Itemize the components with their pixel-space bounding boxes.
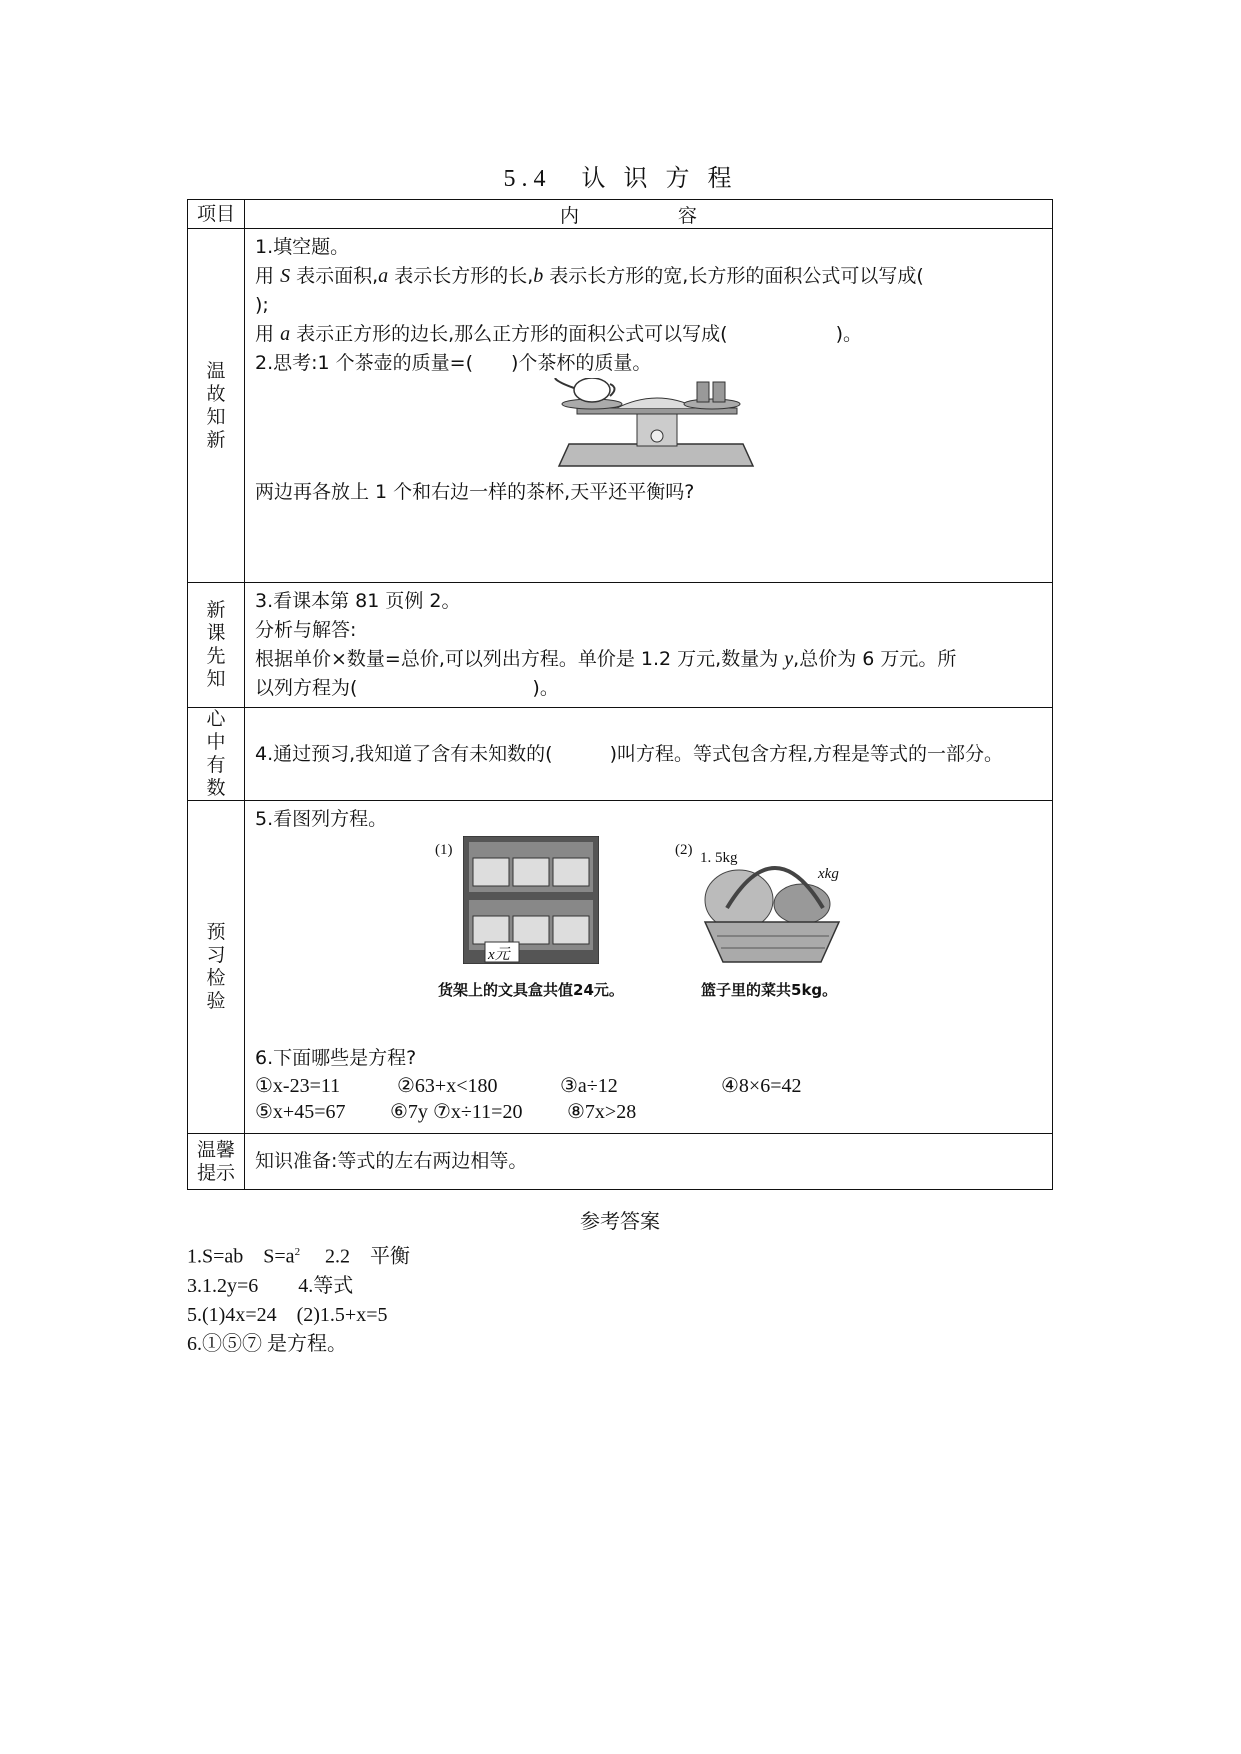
section-check-content — [245, 801, 1053, 1134]
answer-line-3: 5.(1)4x=24 (2)1.5+x=5 — [187, 1303, 388, 1326]
section-review-content — [245, 229, 1053, 583]
section-review-row — [188, 229, 1053, 583]
balance-scale-figure — [255, 378, 1042, 478]
fig1-number: (1) — [435, 842, 453, 858]
answer-line-1: 1.S=ab $S=a^2$ 2.2 平衡 — [187, 1245, 411, 1268]
shelf-image — [463, 836, 599, 964]
answer-line-2: 3.1.2y=6 4.等式 — [187, 1274, 354, 1297]
section-label-preview: 新课先知 — [188, 583, 245, 708]
balance-scale-image — [547, 378, 767, 478]
section-tip-row — [188, 1134, 1053, 1190]
q6-equations — [255, 1073, 1042, 1129]
answer-title: 参考答案 — [580, 1209, 660, 1233]
section-tip-content — [245, 1134, 1053, 1190]
header-content: 内 容 — [245, 200, 1053, 229]
section-mindful-row — [188, 708, 1053, 801]
q3-text: 根据单价×数量=总价,可以列出方程。单价是 1.2 万元,数量为 y,总价为 6 万元。所 — [255, 648, 957, 670]
q3-text-2: 以列方程为( )。 — [255, 677, 559, 699]
eq-1: ①x-23=11 — [255, 1075, 341, 1097]
table-header-row — [188, 200, 1053, 229]
q1-line1: 用 S 表示面积,a 表示长方形的长,b 表示长方形的宽,长方形的面积公式可以写成( — [255, 265, 924, 287]
q4-text: 4.通过预习,我知道了含有未知数的( )叫方程。等式包含方程,方程是等式的一部分。 — [255, 742, 1004, 765]
eq-3: ③a÷12 — [560, 1075, 618, 1097]
section-label-review: 温故知新 — [188, 229, 245, 583]
section-preview-row — [188, 583, 1053, 708]
fig2-weight-2: xkg — [818, 866, 839, 882]
eq-7: ⑦x÷11=20 — [433, 1101, 523, 1123]
tip-text: 知识准备:等式的左右两边相等。 — [255, 1150, 528, 1172]
q2-followup: 两边再各放上 1 个和右边一样的茶杯,天平还平衡吗? — [255, 481, 695, 503]
section-check-row — [188, 801, 1053, 1134]
header-project: 项目 — [188, 200, 245, 229]
fig1-price-tag: x元 — [488, 947, 510, 963]
q3-title: 3.看课本第 81 页例 2。 — [255, 590, 461, 612]
section-label-tip: 温馨提示 — [188, 1134, 245, 1190]
q5-figures — [255, 834, 1042, 1044]
q1-line1-end: ); — [255, 294, 269, 316]
eq-2: ②63+x<180 — [397, 1075, 498, 1097]
q2-title: 2.思考:1 个茶壶的质量=( )个茶杯的质量。 — [255, 352, 652, 374]
fig2-number: (2) — [675, 842, 693, 858]
page-title: 5.4 认 识 方 程 — [503, 166, 738, 192]
q6-title: 6.下面哪些是方程? — [255, 1047, 417, 1069]
answer-line-4: 6.①⑤⑦ 是方程。 — [187, 1332, 347, 1355]
answer-key — [187, 1207, 1053, 1359]
section-label-mindful: 心中有数 — [188, 708, 245, 801]
q1-title: 1.填空题。 — [255, 236, 350, 258]
section-mindful-content — [245, 708, 1053, 801]
fig2-caption: 篮子里的菜共5kg。 — [701, 981, 838, 999]
section-preview-content — [245, 583, 1053, 708]
q5-title: 5.看图列方程。 — [255, 808, 388, 830]
eq-6: ⑥7y — [390, 1101, 428, 1123]
fig2-weight-1: 1. 5kg — [700, 850, 738, 866]
worksheet-table — [187, 199, 1053, 1190]
eq-8: ⑧7x>28 — [567, 1101, 637, 1123]
section-label-check: 预习检验 — [188, 801, 245, 1134]
eq-4: ④8×6=42 — [721, 1075, 802, 1097]
q3-sub: 分析与解答: — [255, 619, 357, 641]
q1-line2: 用 a 表示正方形的边长,那么正方形的面积公式可以写成( )。 — [255, 323, 862, 345]
fig1-caption: 货架上的文具盒共值24元。 — [438, 981, 624, 999]
eq-5: ⑤x+45=67 — [255, 1101, 346, 1123]
